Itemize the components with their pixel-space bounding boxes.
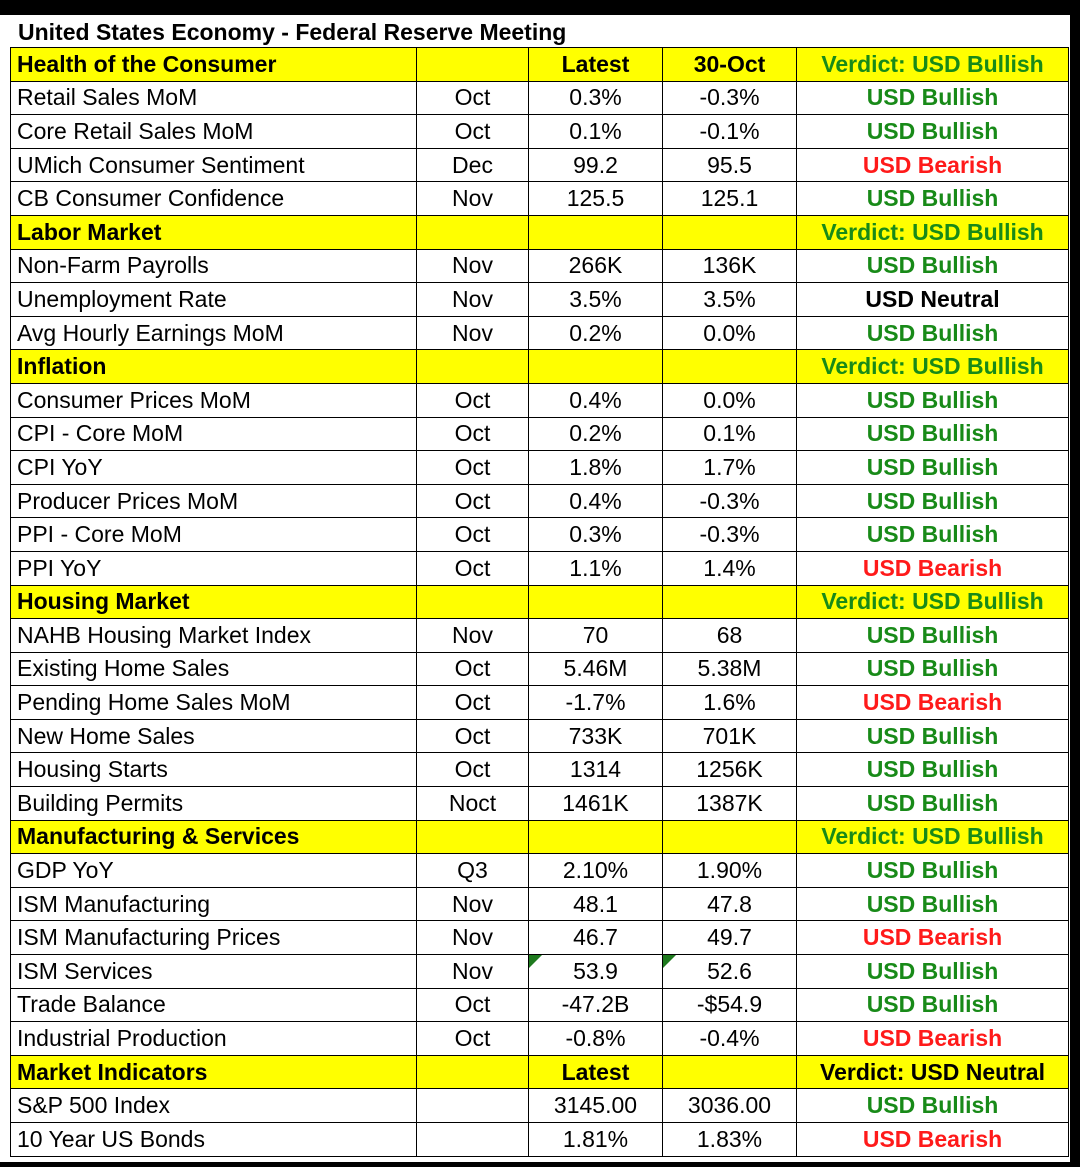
latest-value-cell[interactable]: 733K <box>529 719 663 753</box>
previous-value-cell[interactable]: 1.6% <box>663 686 797 720</box>
previous-value-cell[interactable]: -0.4% <box>663 1022 797 1056</box>
right-border-bar <box>1070 0 1080 1167</box>
period-cell[interactable]: Nov <box>417 921 529 955</box>
table-row <box>11 518 1069 552</box>
latest-value-cell[interactable]: 1461K <box>529 787 663 821</box>
signal-cell[interactable]: USD Bullish <box>797 753 1069 787</box>
indicator-cell[interactable]: CPI - Core MoM <box>11 417 417 451</box>
indicator-cell[interactable]: ISM Manufacturing Prices <box>11 921 417 955</box>
section-title[interactable]: Housing Market <box>11 585 417 619</box>
latest-value-cell[interactable]: 266K <box>529 249 663 283</box>
period-cell[interactable]: Oct <box>417 551 529 585</box>
table-row <box>11 619 1069 653</box>
table-row <box>11 753 1069 787</box>
latest-value-cell[interactable]: 46.7 <box>529 921 663 955</box>
table-row <box>11 115 1069 149</box>
indicator-cell[interactable]: Unemployment Rate <box>11 283 417 317</box>
indicator-cell[interactable]: PPI - Core MoM <box>11 518 417 552</box>
section-title[interactable]: Inflation <box>11 350 417 384</box>
section-header-row <box>11 350 1069 384</box>
indicator-cell[interactable]: Existing Home Sales <box>11 652 417 686</box>
latest-value-cell[interactable]: 5.46M <box>529 652 663 686</box>
period-cell[interactable]: Oct <box>417 753 529 787</box>
previous-value-cell[interactable]: 1.4% <box>663 551 797 585</box>
section-title[interactable]: Manufacturing & Services <box>11 820 417 854</box>
section-latest-header[interactable] <box>529 820 663 854</box>
indicator-cell[interactable]: ISM Manufacturing <box>11 887 417 921</box>
previous-value-cell[interactable]: -0.3% <box>663 81 797 115</box>
sheet-title: United States Economy - Federal Reserve Meeting <box>18 19 567 45</box>
previous-value-cell[interactable]: -0.3% <box>663 518 797 552</box>
period-cell[interactable]: Dec <box>417 148 529 182</box>
table-row <box>11 316 1069 350</box>
previous-value-cell[interactable]: 49.7 <box>663 921 797 955</box>
signal-cell[interactable]: USD Bearish <box>797 686 1069 720</box>
economy-table <box>10 47 1069 1157</box>
section-title[interactable]: Labor Market <box>11 215 417 249</box>
bottom-border-bar <box>0 1162 1080 1167</box>
section-header-row <box>11 48 1069 82</box>
latest-value-cell[interactable]: -0.8% <box>529 1022 663 1056</box>
section-period-cell[interactable] <box>417 585 529 619</box>
table-row <box>11 1022 1069 1056</box>
section-period-cell[interactable] <box>417 350 529 384</box>
latest-value-cell[interactable]: 1.1% <box>529 551 663 585</box>
section-header-row <box>11 585 1069 619</box>
indicator-cell[interactable]: Housing Starts <box>11 753 417 787</box>
indicator-cell[interactable]: Non-Farm Payrolls <box>11 249 417 283</box>
section-previous-header[interactable] <box>663 1055 797 1089</box>
table-row <box>11 921 1069 955</box>
latest-value-cell[interactable]: 125.5 <box>529 182 663 216</box>
previous-value-cell[interactable]: -0.3% <box>663 484 797 518</box>
section-latest-header[interactable]: Latest <box>529 48 663 82</box>
signal-cell[interactable]: USD Bullish <box>797 518 1069 552</box>
section-period-cell[interactable] <box>417 48 529 82</box>
section-previous-header[interactable] <box>663 820 797 854</box>
latest-value-cell[interactable]: 0.4% <box>529 383 663 417</box>
period-cell[interactable]: Oct <box>417 988 529 1022</box>
period-cell[interactable]: Oct <box>417 115 529 149</box>
period-cell[interactable] <box>417 1089 529 1123</box>
previous-value-cell[interactable]: 1387K <box>663 787 797 821</box>
signal-cell[interactable]: USD Bearish <box>797 148 1069 182</box>
indicator-cell[interactable]: UMich Consumer Sentiment <box>11 148 417 182</box>
latest-value-cell[interactable]: 0.3% <box>529 518 663 552</box>
signal-cell[interactable]: USD Bullish <box>797 1089 1069 1123</box>
signal-cell[interactable]: USD Bullish <box>797 81 1069 115</box>
latest-value-cell[interactable]: 3145.00 <box>529 1089 663 1123</box>
previous-value-cell[interactable]: 0.1% <box>663 417 797 451</box>
table-row <box>11 283 1069 317</box>
section-verdict[interactable]: Verdict: USD Bullish <box>797 585 1069 619</box>
previous-value-cell[interactable]: 136K <box>663 249 797 283</box>
latest-value-cell[interactable]: -1.7% <box>529 686 663 720</box>
section-verdict[interactable]: Verdict: USD Neutral <box>797 1055 1069 1089</box>
period-cell[interactable]: Nov <box>417 182 529 216</box>
period-cell[interactable]: Noct <box>417 787 529 821</box>
section-verdict[interactable]: Verdict: USD Bullish <box>797 48 1069 82</box>
indicator-cell[interactable]: Consumer Prices MoM <box>11 383 417 417</box>
section-latest-header[interactable] <box>529 350 663 384</box>
table-row <box>11 787 1069 821</box>
section-header-row <box>11 820 1069 854</box>
indicator-cell[interactable]: PPI YoY <box>11 551 417 585</box>
indicator-cell[interactable]: Core Retail Sales MoM <box>11 115 417 149</box>
table-body <box>11 48 1069 1157</box>
latest-value-cell[interactable]: 0.4% <box>529 484 663 518</box>
period-cell[interactable]: Nov <box>417 316 529 350</box>
previous-value-cell[interactable]: 5.38M <box>663 652 797 686</box>
table-row <box>11 988 1069 1022</box>
signal-cell[interactable]: USD Bullish <box>797 955 1069 989</box>
previous-value-cell[interactable]: 1.7% <box>663 451 797 485</box>
signal-cell[interactable]: USD Bullish <box>797 887 1069 921</box>
section-header-row <box>11 1055 1069 1089</box>
previous-value-cell[interactable]: 0.0% <box>663 316 797 350</box>
indicator-cell[interactable]: Trade Balance <box>11 988 417 1022</box>
period-cell[interactable]: Nov <box>417 619 529 653</box>
signal-cell[interactable]: USD Bearish <box>797 1022 1069 1056</box>
top-border-bar <box>0 0 1080 15</box>
period-cell[interactable]: Oct <box>417 1022 529 1056</box>
indicator-cell[interactable]: Retail Sales MoM <box>11 81 417 115</box>
signal-cell[interactable]: USD Bullish <box>797 719 1069 753</box>
latest-value-cell[interactable]: 1.81% <box>529 1123 663 1157</box>
signal-cell[interactable]: USD Bullish <box>797 249 1069 283</box>
latest-value-cell[interactable]: 3.5% <box>529 283 663 317</box>
section-previous-header[interactable] <box>663 585 797 619</box>
signal-cell[interactable]: USD Bearish <box>797 1123 1069 1157</box>
latest-value-cell[interactable]: 1314 <box>529 753 663 787</box>
section-verdict[interactable]: Verdict: USD Bullish <box>797 820 1069 854</box>
previous-value-cell[interactable]: 1.83% <box>663 1123 797 1157</box>
period-cell[interactable]: Oct <box>417 484 529 518</box>
table-row <box>11 148 1069 182</box>
signal-cell[interactable]: USD Bullish <box>797 988 1069 1022</box>
section-previous-header[interactable] <box>663 350 797 384</box>
signal-cell[interactable]: USD Neutral <box>797 283 1069 317</box>
latest-value-cell[interactable]: 48.1 <box>529 887 663 921</box>
indicator-cell[interactable]: Pending Home Sales MoM <box>11 686 417 720</box>
table-row <box>11 887 1069 921</box>
table-row <box>11 719 1069 753</box>
signal-cell[interactable]: USD Bullish <box>797 484 1069 518</box>
table-row <box>11 81 1069 115</box>
indicator-cell[interactable]: ISM Services <box>11 955 417 989</box>
period-cell[interactable]: Oct <box>417 81 529 115</box>
indicator-cell[interactable]: Industrial Production <box>11 1022 417 1056</box>
indicator-cell[interactable]: S&P 500 Index <box>11 1089 417 1123</box>
previous-value-cell[interactable]: 3036.00 <box>663 1089 797 1123</box>
indicator-cell[interactable]: NAHB Housing Market Index <box>11 619 417 653</box>
latest-value-cell[interactable]: 2.10% <box>529 854 663 888</box>
previous-value-cell[interactable]: 125.1 <box>663 182 797 216</box>
table-row <box>11 686 1069 720</box>
section-title[interactable]: Health of the Consumer <box>11 48 417 82</box>
latest-value-cell[interactable]: 99.2 <box>529 148 663 182</box>
previous-value-cell[interactable]: 701K <box>663 719 797 753</box>
latest-value-cell[interactable]: 53.9 <box>529 955 663 989</box>
latest-value-cell[interactable]: 0.1% <box>529 115 663 149</box>
table-row <box>11 417 1069 451</box>
signal-cell[interactable]: USD Bearish <box>797 921 1069 955</box>
previous-value-cell[interactable]: 52.6 <box>663 955 797 989</box>
table-row <box>11 1089 1069 1123</box>
previous-value-cell[interactable]: 95.5 <box>663 148 797 182</box>
table-row <box>11 652 1069 686</box>
indicator-cell[interactable]: New Home Sales <box>11 719 417 753</box>
signal-cell[interactable]: USD Bullish <box>797 383 1069 417</box>
period-cell[interactable]: Q3 <box>417 854 529 888</box>
signal-cell[interactable]: USD Bullish <box>797 417 1069 451</box>
latest-value-cell[interactable]: 0.2% <box>529 316 663 350</box>
table-row <box>11 955 1069 989</box>
signal-cell[interactable]: USD Bullish <box>797 115 1069 149</box>
indicator-cell[interactable]: Producer Prices MoM <box>11 484 417 518</box>
section-latest-header[interactable]: Latest <box>529 1055 663 1089</box>
section-period-cell[interactable] <box>417 820 529 854</box>
section-latest-header[interactable] <box>529 585 663 619</box>
period-cell[interactable]: Oct <box>417 652 529 686</box>
period-cell[interactable]: Nov <box>417 887 529 921</box>
period-cell[interactable]: Oct <box>417 451 529 485</box>
previous-value-cell[interactable]: -$54.9 <box>663 988 797 1022</box>
period-cell[interactable]: Oct <box>417 417 529 451</box>
table-row <box>11 383 1069 417</box>
section-previous-header[interactable]: 30-Oct <box>663 48 797 82</box>
table-row <box>11 484 1069 518</box>
signal-cell[interactable]: USD Bullish <box>797 451 1069 485</box>
signal-cell[interactable]: USD Bullish <box>797 787 1069 821</box>
table-row <box>11 1123 1069 1157</box>
section-title[interactable]: Market Indicators <box>11 1055 417 1089</box>
signal-cell[interactable]: USD Bullish <box>797 652 1069 686</box>
period-cell[interactable]: Oct <box>417 719 529 753</box>
latest-value-cell[interactable]: -47.2B <box>529 988 663 1022</box>
indicator-cell[interactable]: 10 Year US Bonds <box>11 1123 417 1157</box>
latest-value-cell[interactable]: 1.8% <box>529 451 663 485</box>
signal-cell[interactable]: USD Bullish <box>797 854 1069 888</box>
previous-value-cell[interactable]: 47.8 <box>663 887 797 921</box>
latest-value-cell[interactable]: 0.3% <box>529 81 663 115</box>
latest-value-cell[interactable]: 0.2% <box>529 417 663 451</box>
table-row <box>11 551 1069 585</box>
indicator-cell[interactable]: GDP YoY <box>11 854 417 888</box>
previous-value-cell[interactable]: 0.0% <box>663 383 797 417</box>
period-cell[interactable]: Oct <box>417 686 529 720</box>
section-verdict[interactable]: Verdict: USD Bullish <box>797 215 1069 249</box>
latest-value-cell[interactable]: 70 <box>529 619 663 653</box>
period-cell[interactable]: Nov <box>417 283 529 317</box>
section-latest-header[interactable] <box>529 215 663 249</box>
previous-value-cell[interactable]: 3.5% <box>663 283 797 317</box>
previous-value-cell[interactable]: 68 <box>663 619 797 653</box>
signal-cell[interactable]: USD Bearish <box>797 551 1069 585</box>
period-cell[interactable]: Oct <box>417 518 529 552</box>
section-period-cell[interactable] <box>417 1055 529 1089</box>
signal-cell[interactable]: USD Bullish <box>797 316 1069 350</box>
table-row <box>11 854 1069 888</box>
indicator-cell[interactable]: Building Permits <box>11 787 417 821</box>
period-cell[interactable] <box>417 1123 529 1157</box>
section-period-cell[interactable] <box>417 215 529 249</box>
previous-value-cell[interactable]: 1.90% <box>663 854 797 888</box>
signal-cell[interactable]: USD Bullish <box>797 619 1069 653</box>
period-cell[interactable]: Nov <box>417 249 529 283</box>
previous-value-cell[interactable]: -0.1% <box>663 115 797 149</box>
indicator-cell[interactable]: CPI YoY <box>11 451 417 485</box>
section-previous-header[interactable] <box>663 215 797 249</box>
period-cell[interactable]: Nov <box>417 955 529 989</box>
table-row <box>11 249 1069 283</box>
period-cell[interactable]: Oct <box>417 383 529 417</box>
spreadsheet <box>10 15 1070 1157</box>
table-row <box>11 451 1069 485</box>
table-row <box>11 182 1069 216</box>
indicator-cell[interactable]: Avg Hourly Earnings MoM <box>11 316 417 350</box>
signal-cell[interactable]: USD Bullish <box>797 182 1069 216</box>
section-verdict[interactable]: Verdict: USD Bullish <box>797 350 1069 384</box>
section-header-row <box>11 215 1069 249</box>
previous-value-cell[interactable]: 1256K <box>663 753 797 787</box>
indicator-cell[interactable]: CB Consumer Confidence <box>11 182 417 216</box>
